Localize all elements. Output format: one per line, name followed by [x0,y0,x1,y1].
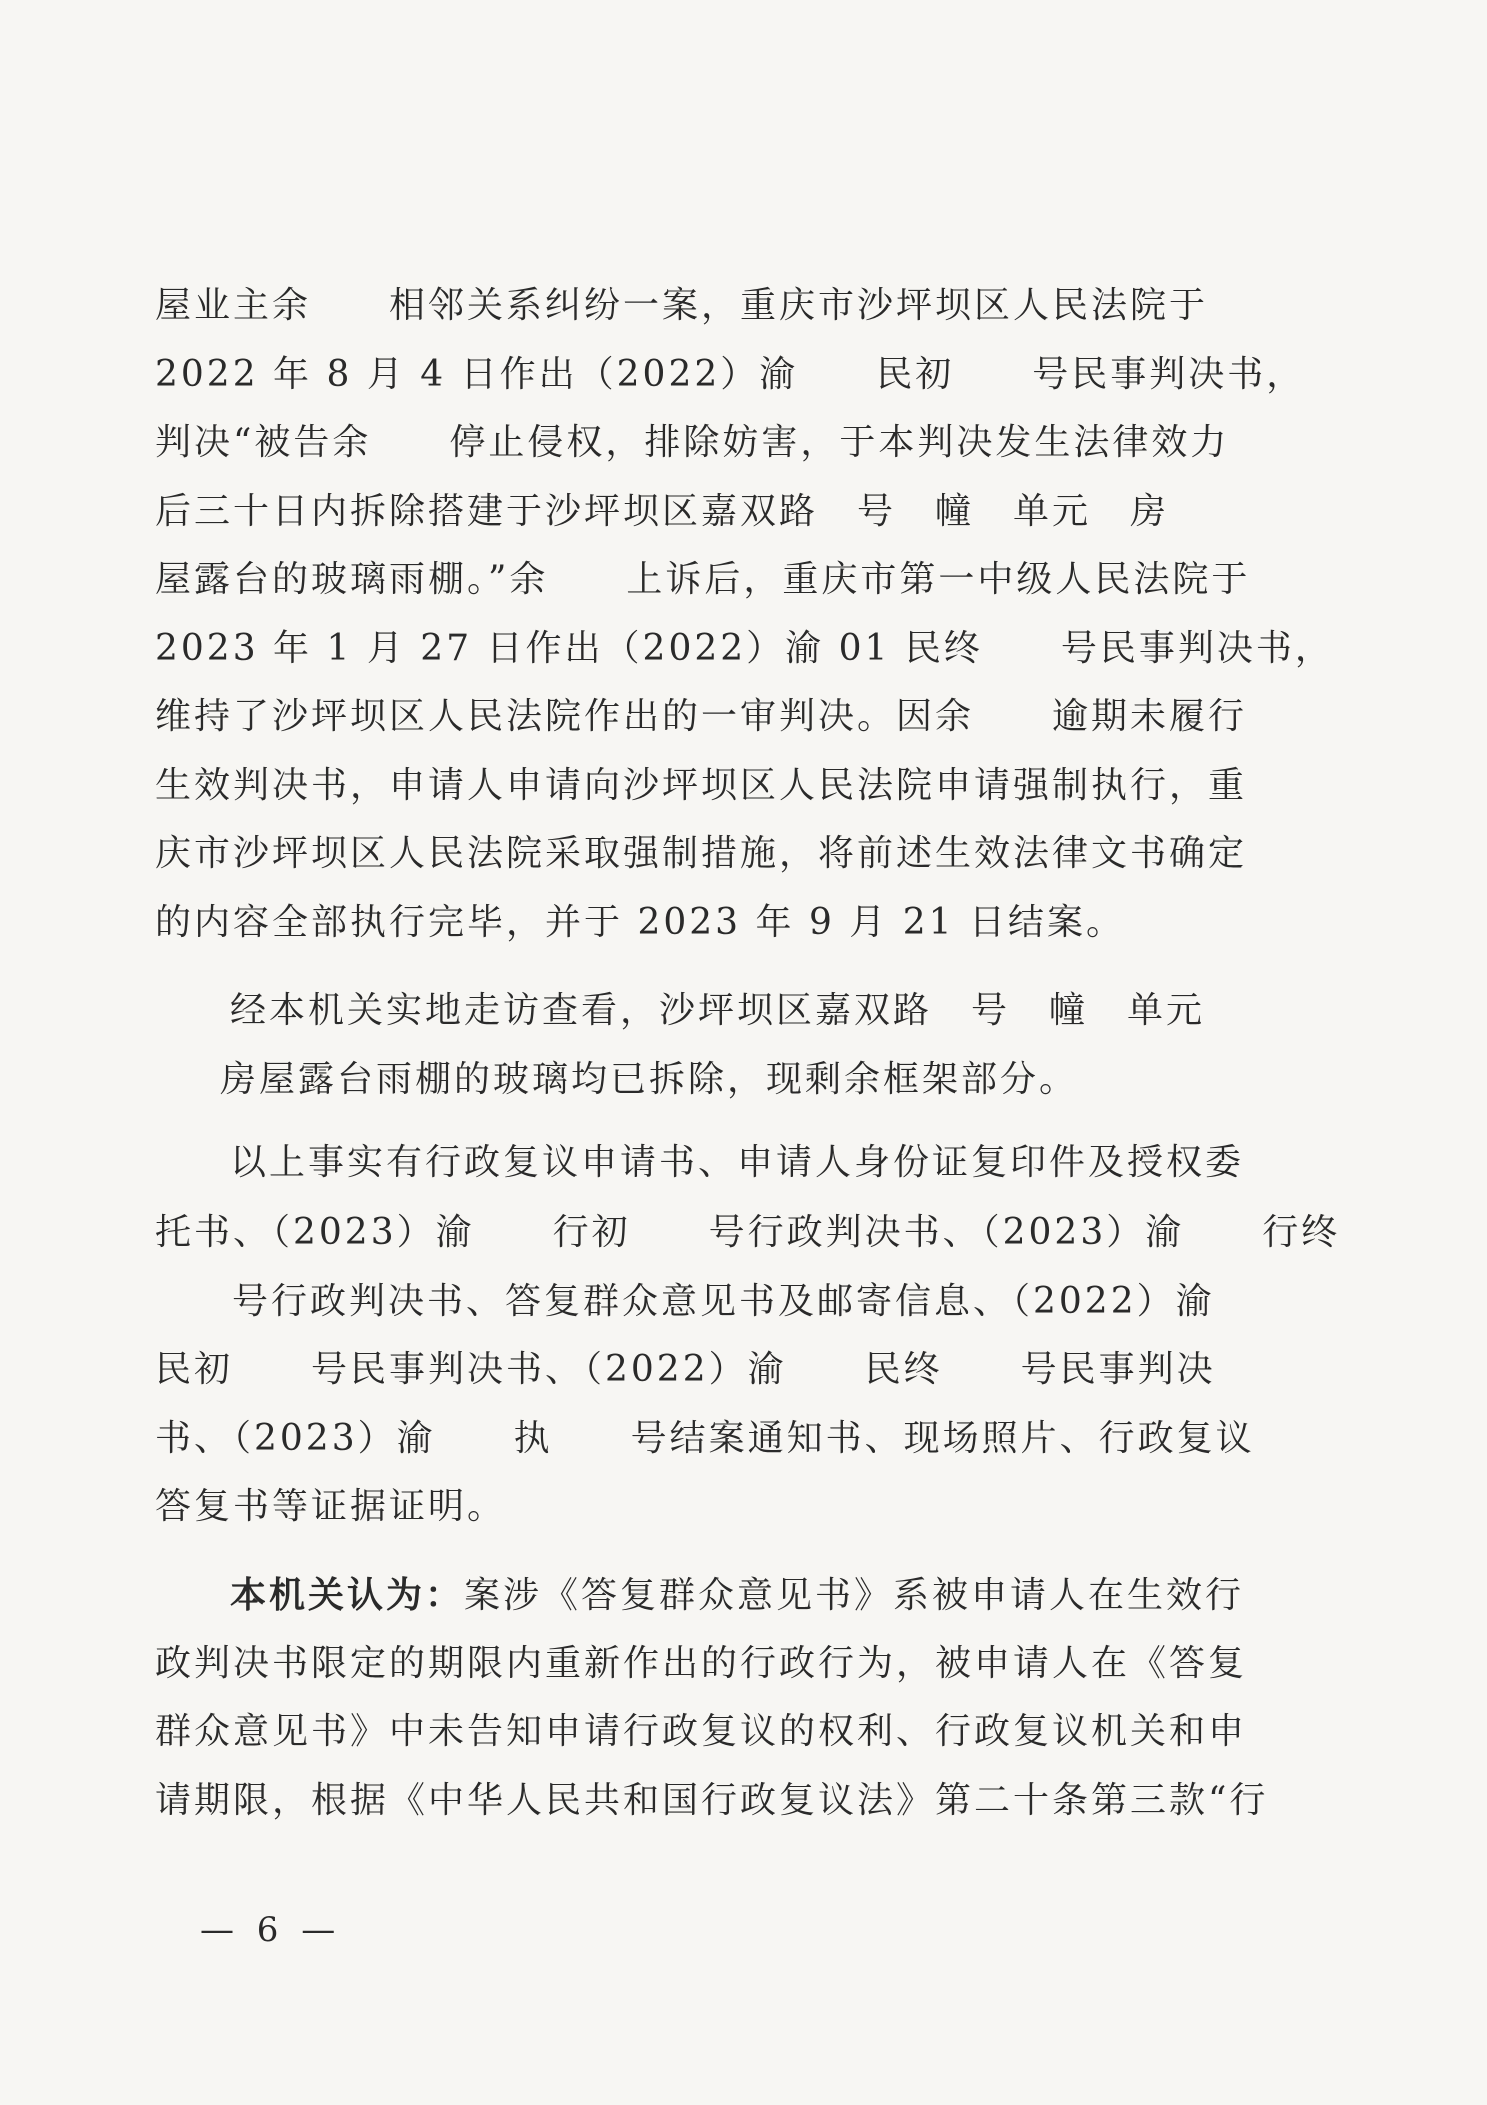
conclusion-first-line [230,1570,1244,1620]
body-line: 2022 年 8 月 4 日作出（2022）渝 民初 号民事判决书， [155,354,1306,395]
body-line: 答复书等证据证明。 [155,1486,507,1527]
body-line: 屋业主余 相邻关系纠纷一案，重庆市沙坪坝区人民法院于 [155,285,1209,326]
body-line: 判决“被告余 停止侵权，排除妨害，于本判决发生法律效力 [155,422,1230,463]
body-line: 庆市沙坪坝区人民法院采取强制措施，将前述生效法律文书确定 [155,833,1248,874]
body-line: 房屋露台雨棚的玻璃均已拆除，现剩余框架部分。 [220,1059,1079,1100]
body-line: 号行政判决书、答复群众意见书及邮寄信息、（2022）渝 [232,1281,1215,1322]
body-line: 2023 年 1 月 27 日作出（2022）渝 01 民终 号民事判决书， [155,628,1334,669]
body-line: 后三十日内拆除搭建于沙坪坝区嘉双路 号 幢 单元 房 [155,491,1170,532]
body-line: 请期限，根据《中华人民共和国行政复议法》第二十条第三款“行 [155,1780,1269,1821]
body-line: 屋露台的玻璃雨棚。”余 上诉后，重庆市第一中级人民法院于 [155,559,1251,600]
body-line: 的内容全部执行完毕，并于 2023 年 9 月 21 日结案。 [155,902,1125,943]
page-number: — 6 — [200,1910,342,1950]
body-line: 以上事实有行政复议申请书、申请人身份证复印件及授权委 [230,1142,1245,1183]
body-line: 经本机关实地走访查看，沙坪坝区嘉双路 号 幢 单元 [230,990,1206,1031]
body-line: 维持了沙坪坝区人民法院作出的一审判决。因余 逾期未履行 [155,696,1248,737]
conclusion-label: 本机关认为： [230,1574,465,1616]
body-line: 书、（2023）渝 执 号结案通知书、现场照片、行政复议 [155,1418,1255,1459]
body-line: 民初 号民事判决书、（2022）渝 民终 号民事判决 [155,1349,1216,1390]
body-line: 群众意见书》中未告知申请行政复议的权利、行政复议机关和申 [155,1711,1248,1752]
body-line: 政判决书限定的期限内重新作出的行政行为，被申请人在《答复 [155,1643,1248,1684]
conclusion-text: 案涉《答复群众意见书》系被申请人在生效行 [464,1575,1245,1616]
body-line: 托书、（2023）渝 行初 号行政判决书、（2023）渝 行终 [155,1212,1341,1253]
body-line: 生效判决书，申请人申请向沙坪坝区人民法院申请强制执行，重 [155,765,1248,806]
